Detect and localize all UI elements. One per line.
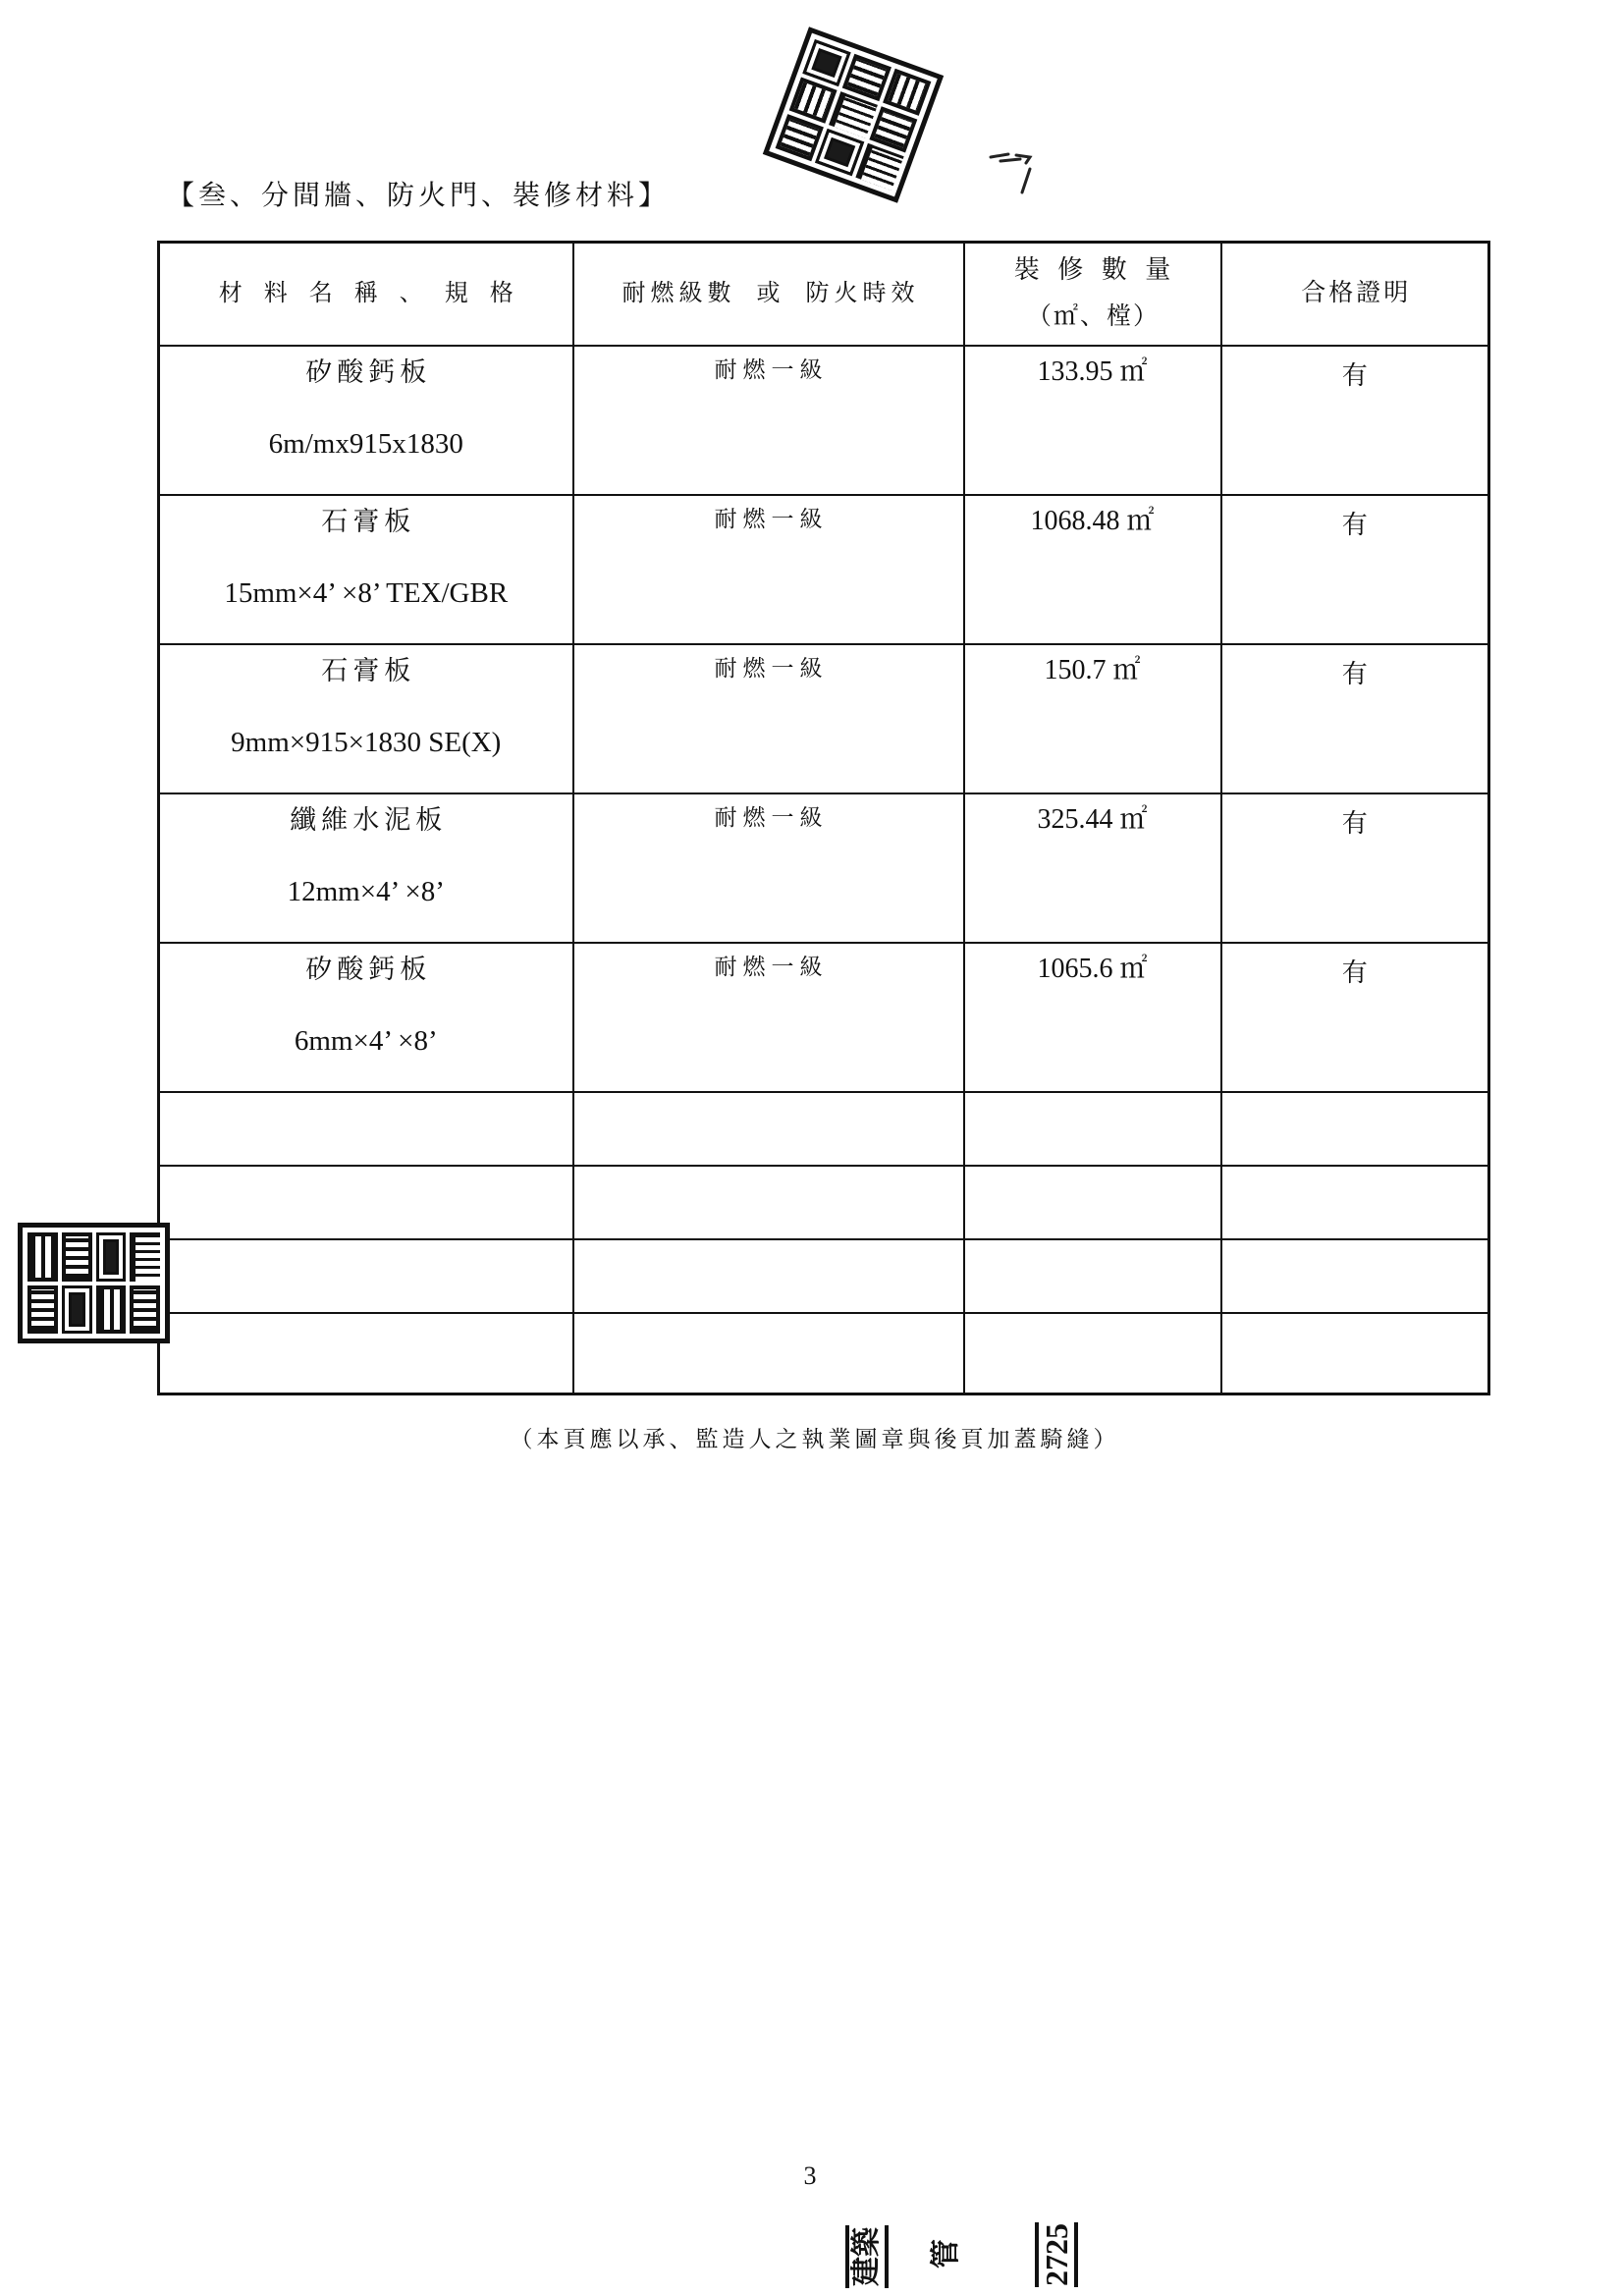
- material-spec: 9mm×915×1830 SE(X): [231, 726, 502, 758]
- table-row: [159, 346, 1489, 495]
- empty-cell: [159, 1092, 573, 1166]
- table-row-empty: [159, 1166, 1489, 1239]
- seal-glyph: [776, 114, 824, 161]
- empty-cell: [573, 1239, 964, 1313]
- header-fire-rating-label: 耐燃級數 或 防火時效: [621, 281, 920, 307]
- seal-stamp-top: [763, 27, 944, 203]
- quantity-value: 325.44 ㎡: [1037, 803, 1148, 835]
- empty-cell: [159, 1239, 573, 1313]
- material-cell: [159, 943, 573, 1092]
- fire-rating: 耐燃一級: [714, 655, 829, 681]
- pen-mark: [987, 147, 1046, 196]
- table-row: [159, 943, 1489, 1092]
- empty-cell: [573, 1313, 964, 1394]
- certificate-cell: [1221, 943, 1489, 1092]
- quantity-cell: [964, 644, 1221, 793]
- header-quantity-unit: （㎡、樘）: [1026, 303, 1160, 331]
- certificate-cell: [1221, 495, 1489, 644]
- table-row: [159, 495, 1489, 644]
- quantity-value: 1068.48 ㎡: [1030, 505, 1155, 536]
- table-row-empty: [159, 1092, 1489, 1166]
- footer-note: （本頁應以承、監造人之執業圖章與後頁加蓋騎縫）: [510, 1427, 1120, 1451]
- empty-cell: [159, 1313, 573, 1394]
- empty-cell: [1221, 1313, 1489, 1394]
- quantity-value: 150.7 ㎡: [1044, 654, 1141, 685]
- seal-glyph: [130, 1285, 160, 1335]
- material-cell: [159, 495, 573, 644]
- header-material: [159, 243, 573, 346]
- seal-glyph: [27, 1285, 58, 1335]
- quantity-cell: [964, 495, 1221, 644]
- seal-glyph: [815, 129, 863, 176]
- certificate-status: 有: [1341, 659, 1368, 688]
- table-row: [159, 644, 1489, 793]
- empty-cell: [1221, 1166, 1489, 1239]
- fire-rating-cell: [573, 495, 964, 644]
- seal-glyph: [27, 1232, 58, 1282]
- fire-rating: 耐燃一級: [714, 954, 829, 979]
- seal-glyph: [130, 1232, 160, 1282]
- seal-stamp-left: [18, 1223, 170, 1343]
- section-heading: 【叁、分間牆、防火門、裝修材料】: [167, 181, 671, 211]
- table-row: [159, 793, 1489, 943]
- stamp-fragment-number: 2725: [1035, 2222, 1078, 2287]
- material-cell: [159, 644, 573, 793]
- header-material-label: 材 料 名 稱 、 規 格: [218, 281, 521, 307]
- material-spec: 12mm×4’ ×8’: [287, 875, 445, 907]
- page-number: 3: [803, 2161, 817, 2190]
- table-row-empty: [159, 1313, 1489, 1394]
- material-name: 石膏板: [321, 506, 416, 536]
- empty-cell: [964, 1092, 1221, 1166]
- header-certificate: [1221, 243, 1489, 346]
- stamp-fragment-architect: 建築: [845, 2225, 889, 2288]
- quantity-cell: [964, 793, 1221, 943]
- material-name: 纖維水泥板: [290, 804, 448, 835]
- header-quantity: [964, 243, 1221, 346]
- certificate-cell: [1221, 793, 1489, 943]
- material-spec: 6m/mx915x1830: [268, 427, 463, 460]
- material-spec: 6mm×4’ ×8’: [294, 1024, 438, 1057]
- seal-glyph: [855, 143, 903, 191]
- table-row-empty: [159, 1239, 1489, 1313]
- material-name: 矽酸鈣板: [305, 356, 432, 387]
- empty-cell: [159, 1166, 573, 1239]
- certificate-status: 有: [1341, 957, 1368, 987]
- empty-cell: [1221, 1239, 1489, 1313]
- empty-cell: [1221, 1092, 1489, 1166]
- fire-rating-cell: [573, 793, 964, 943]
- header-fire-rating: [573, 243, 964, 346]
- certificate-cell: [1221, 346, 1489, 495]
- empty-cell: [573, 1166, 964, 1239]
- fire-rating: 耐燃一級: [714, 506, 829, 531]
- header-quantity-label: 裝 修 數 量: [1013, 255, 1177, 285]
- quantity-cell: [964, 943, 1221, 1092]
- certificate-status: 有: [1341, 510, 1368, 539]
- fire-rating: 耐燃一級: [714, 804, 829, 830]
- fire-rating-cell: [573, 943, 964, 1092]
- fire-rating-cell: [573, 346, 964, 495]
- seal-glyph: [62, 1232, 92, 1282]
- quantity-cell: [964, 346, 1221, 495]
- stamp-fragment-management: 管: [930, 2239, 962, 2269]
- certificate-status: 有: [1341, 360, 1368, 390]
- empty-cell: [964, 1313, 1221, 1394]
- fire-rating-cell: [573, 644, 964, 793]
- quantity-value: 1065.6 ㎡: [1037, 953, 1148, 984]
- certificate-cell: [1221, 644, 1489, 793]
- quantity-value: 133.95 ㎡: [1037, 355, 1148, 387]
- header-certificate-label: 合格證明: [1301, 280, 1412, 307]
- materials-table: [157, 241, 1490, 1395]
- seal-glyph: [96, 1285, 127, 1335]
- material-cell: [159, 346, 573, 495]
- seal-glyph: [96, 1232, 127, 1282]
- seal-glyph: [62, 1285, 92, 1335]
- material-name: 矽酸鈣板: [305, 954, 432, 984]
- material-spec: 15mm×4’ ×8’ TEX/GBR: [224, 576, 509, 609]
- fire-rating: 耐燃一級: [714, 356, 829, 382]
- certificate-status: 有: [1341, 808, 1368, 838]
- table-header-row: [159, 243, 1489, 346]
- empty-cell: [964, 1166, 1221, 1239]
- material-cell: [159, 793, 573, 943]
- material-name: 石膏板: [321, 655, 416, 685]
- empty-cell: [573, 1092, 964, 1166]
- empty-cell: [964, 1239, 1221, 1313]
